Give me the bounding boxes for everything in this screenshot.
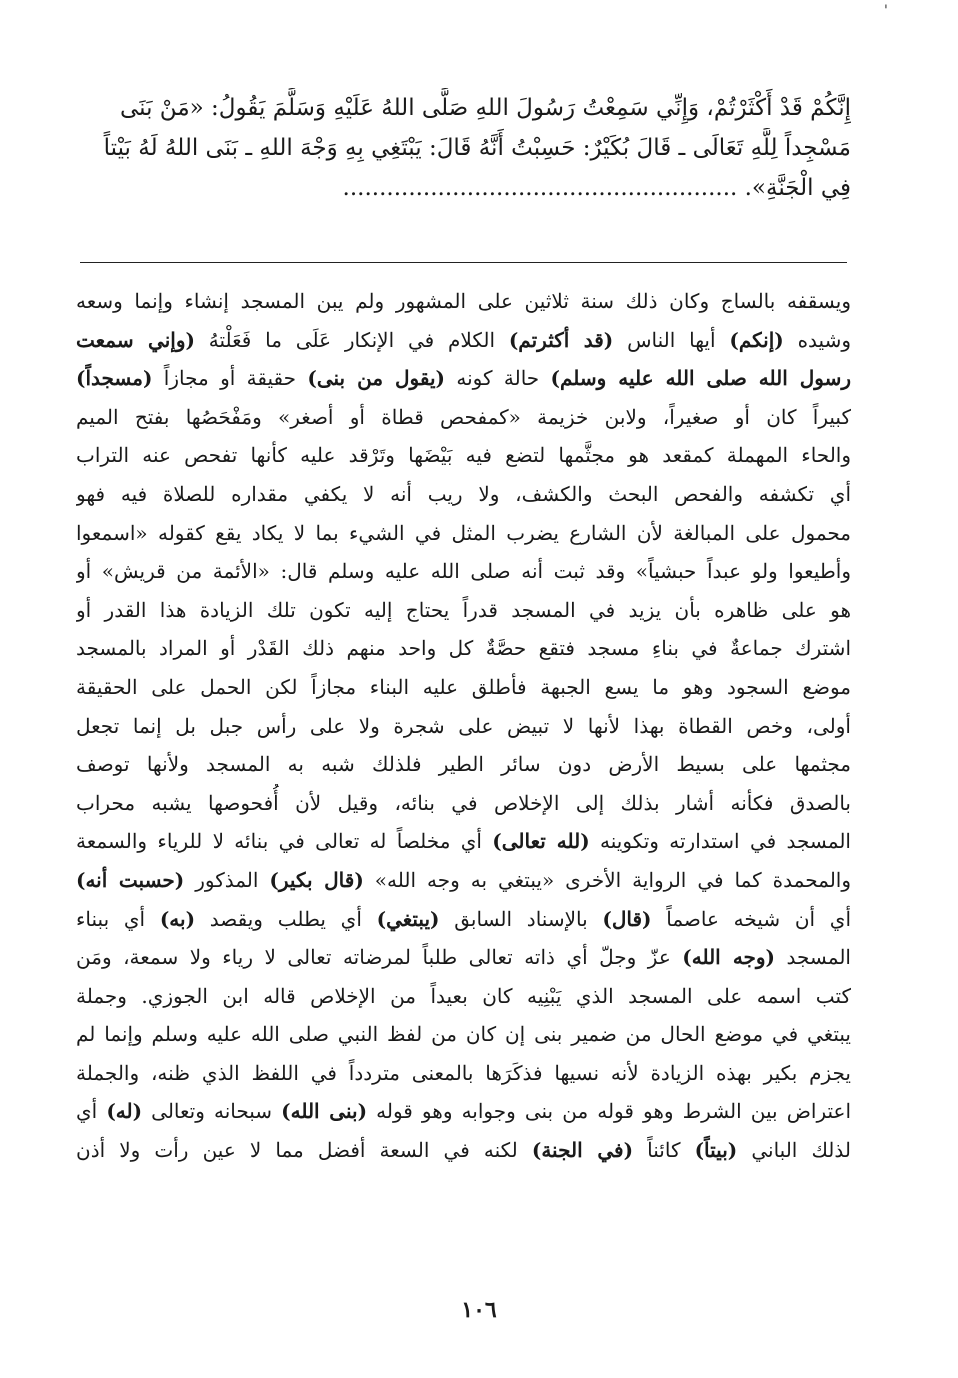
quoted-hadith-phrase: (وإني سمعت (76, 327, 195, 352)
commentary-segment: والمحمدة كما في الرواية الأخرى «يبتغي به وجه الله» (363, 867, 851, 892)
commentary-segment: ويسقفه بالساج وكان ذلك سنة ثلاثين على المشهور ولم يبن المسجد إنشاء وإنما وسعه (76, 289, 851, 313)
commentary-segment: بالإسناد السابق (439, 906, 603, 931)
quoted-hadith-phrase: (بيتاً) (694, 1138, 738, 1163)
corner-mark: ' (884, 3, 888, 19)
commentary-segment: هو على ظاهره بأن يزيد في المسجد قدراً يحتاج إليه تكون تلك الزيادة هذا القدر أو (76, 597, 851, 622)
quoted-hadith-phrase: (لله تعالى) (492, 829, 590, 854)
commentary-segment: كبيراً كان أو صغيراً، ولابن خزيمة «كمفحص قطاة أو أصغر» ومَفْحَصُها بفتح الميم (76, 404, 851, 429)
commentary-segment: المسجد في استدارته وتكوينه (589, 829, 851, 854)
quoted-hadith-phrase: (مسجداً) (76, 366, 153, 391)
commentary-segment: يبتغي في موضع الحال من ضمير بنى إن كان من لفظ النبي صلى الله عليه وسلم وإنما لم (76, 1022, 851, 1047)
commentary-segment: أولى، وخص القطاة بهذا لأنها لا تبيض على شجرة ولا على رأس جبل بل إنما تجعل (76, 713, 851, 738)
quoted-hadith-phrase: (حسبت أنه) (76, 867, 185, 892)
commentary-line (76, 707, 851, 746)
commentary-line (76, 861, 851, 900)
commentary-segment: اشترك جماعةٌ في بناءِ مسجد فتقع حصَّةٌ كل واحد منهم ذلك القَدْر أو المراد بالمسجد (76, 636, 851, 661)
commentary-line (76, 822, 851, 861)
hadith-line: مَسْجِداً لِلَّهِ تَعَالَى ـ قَالَ بُكَيْرٌ: حَسِبْتُ أَنَّهُ قَالَ: يَبْتَغِي بِهِ وَجْهَ اللهِ ـ بَنَى اللهُ لَهُ بَيْتاً (103, 135, 851, 161)
quoted-hadith-phrase: (إنكم) (729, 327, 784, 352)
commentary-segment: وشيده (783, 327, 851, 352)
commentary-segment: مجثمها على بسيط الأرض دون سائر الطير فلذلك شبه به المسجد ولأنها توصف (76, 752, 851, 777)
commentary-line (76, 784, 851, 823)
quoted-hadith-phrase: (له) (106, 1099, 143, 1124)
hadith-text (76, 88, 851, 208)
quoted-hadith-phrase: (قد أكثرتم) (508, 327, 614, 352)
footnote-separator-rule (80, 262, 847, 263)
commentary-segment: حالة كونه (445, 366, 551, 391)
quoted-hadith-phrase: (وجه الله) (682, 945, 776, 970)
commentary-line (76, 1054, 851, 1093)
commentary-segment: أي تكشفه والفحص البحث والكشف، ولا ريب أنه لا يكفي مقداره للصلاة فيه فهو (76, 481, 851, 506)
commentary-line (76, 938, 851, 977)
commentary-segment: سبحانه وتعالى (142, 1099, 282, 1124)
commentary-line (76, 359, 851, 398)
quoted-hadith-phrase: (في الجنة) (531, 1138, 634, 1163)
commentary-segment: أي أن شيخه عاصماً (651, 906, 851, 931)
commentary-segment: اعتراض بين الشرط وهو قوله من بنى وجوابه وهو قوله (367, 1099, 851, 1124)
commentary-line (76, 900, 851, 939)
commentary-text (76, 282, 851, 1170)
commentary-segment: عزّ وجلّ أي ذاته تعالى طلباً لمرضاته تعالى لا رياء ولا سمعة، ومَن (76, 945, 683, 970)
commentary-line (76, 475, 851, 514)
commentary-segment: الكلام في الإنكار عَلَى ما فَعَلْتهُ (194, 327, 509, 352)
commentary-line (76, 1015, 851, 1054)
commentary-segment: أي (76, 1099, 107, 1124)
commentary-segment: محمول على المبالغة لأن الشارع يضرب المثل في الشيء بما لا يكاد يقع كقوله «اسمعوا (76, 520, 851, 545)
commentary-segment: يجزم بكير بهذه الزيادة لأنه نسيها فذكَرَها بالمعنى متردداً في اللفظ الذي ظنه، والجملة (76, 1060, 851, 1085)
commentary-segment: لكنه في السعة أفضل مما لا عين رأت ولا أذن (76, 1138, 532, 1163)
commentary-segment: المذكور (184, 867, 270, 892)
commentary-line (76, 321, 851, 360)
commentary-segment: موضع السجود وهو ما يسع الجبهة فأطلق عليه البناء مجازاً لكن الحمل على الحقيقة (76, 674, 851, 699)
hadith-line: إِنَّكُمْ قَدْ أَكْثَرْتُمْ، وَإِنِّي سَمِعْتُ رَسُولَ اللهِ صَلَّى اللهُ عَلَيْهِ وَسَلَّمَ يَقُولُ: «مَنْ بَنَى (119, 95, 851, 121)
commentary-line (76, 629, 851, 668)
commentary-line (76, 977, 851, 1016)
commentary-line (76, 745, 851, 784)
page-number: ١٠٦ (461, 1297, 497, 1323)
commentary-segment: أي مخلصاً له تعالى في بنائه لا للرياء والسمعة (76, 829, 493, 854)
commentary-segment: أي يطلب ويقصد (195, 906, 377, 931)
quoted-hadith-phrase: رسول الله صلى الله عليه وسلم) (550, 366, 851, 391)
commentary-segment: المسجد (775, 945, 851, 970)
commentary-segment: أيها الناس (613, 327, 730, 352)
commentary-segment: لذلك الباني (737, 1138, 851, 1163)
commentary-line (76, 668, 851, 707)
commentary-line (76, 552, 851, 591)
quoted-hadith-phrase: (بنى الله) (281, 1099, 368, 1124)
commentary-segment: كتب اسمه على المسجد الذي يَبْنِيه كان بعيداً من الإخلاص قاله ابن الجوزي. وجملة (76, 983, 851, 1008)
commentary-segment: والحاء المهملة كمقعد هو مجثَّمها لتضع فيه بَيْضَها وتَرْقد عليه كأنها تفحص عنه التراب (76, 443, 851, 468)
quoted-hadith-phrase: (يبتغي) (376, 906, 440, 931)
commentary-line (76, 398, 851, 437)
commentary-line (76, 1092, 851, 1131)
commentary-line (76, 1131, 851, 1170)
commentary-segment: حقيقة أو مجازاً (152, 366, 308, 391)
quoted-hadith-phrase: (يقول من بنى) (307, 366, 446, 391)
commentary-segment: بالصدق فكأنه أشار بذلك إلى الإخلاص في بنائه، وقيل لأن أُفحوصها يشبه محراب (76, 790, 851, 815)
commentary-segment: أي ببناء (76, 906, 160, 931)
commentary-segment: وأطيعوا ولو عبداً حبشياً» وقد ثبت أنه صلى الله عليه وسلم قال: «الأئمة من قريش» أو (76, 559, 851, 584)
commentary-line (76, 282, 851, 321)
commentary-line (76, 436, 851, 475)
quoted-hadith-phrase: (قال) (602, 906, 652, 931)
commentary-line (76, 514, 851, 553)
commentary-line (76, 591, 851, 630)
quoted-hadith-phrase: (قال بكير) (269, 867, 364, 892)
commentary-segment: كائناً (633, 1138, 695, 1163)
quoted-hadith-phrase: (به) (159, 906, 196, 931)
hadith-line: فِي الْجَنَّةِ». ...................................................... (342, 175, 851, 201)
